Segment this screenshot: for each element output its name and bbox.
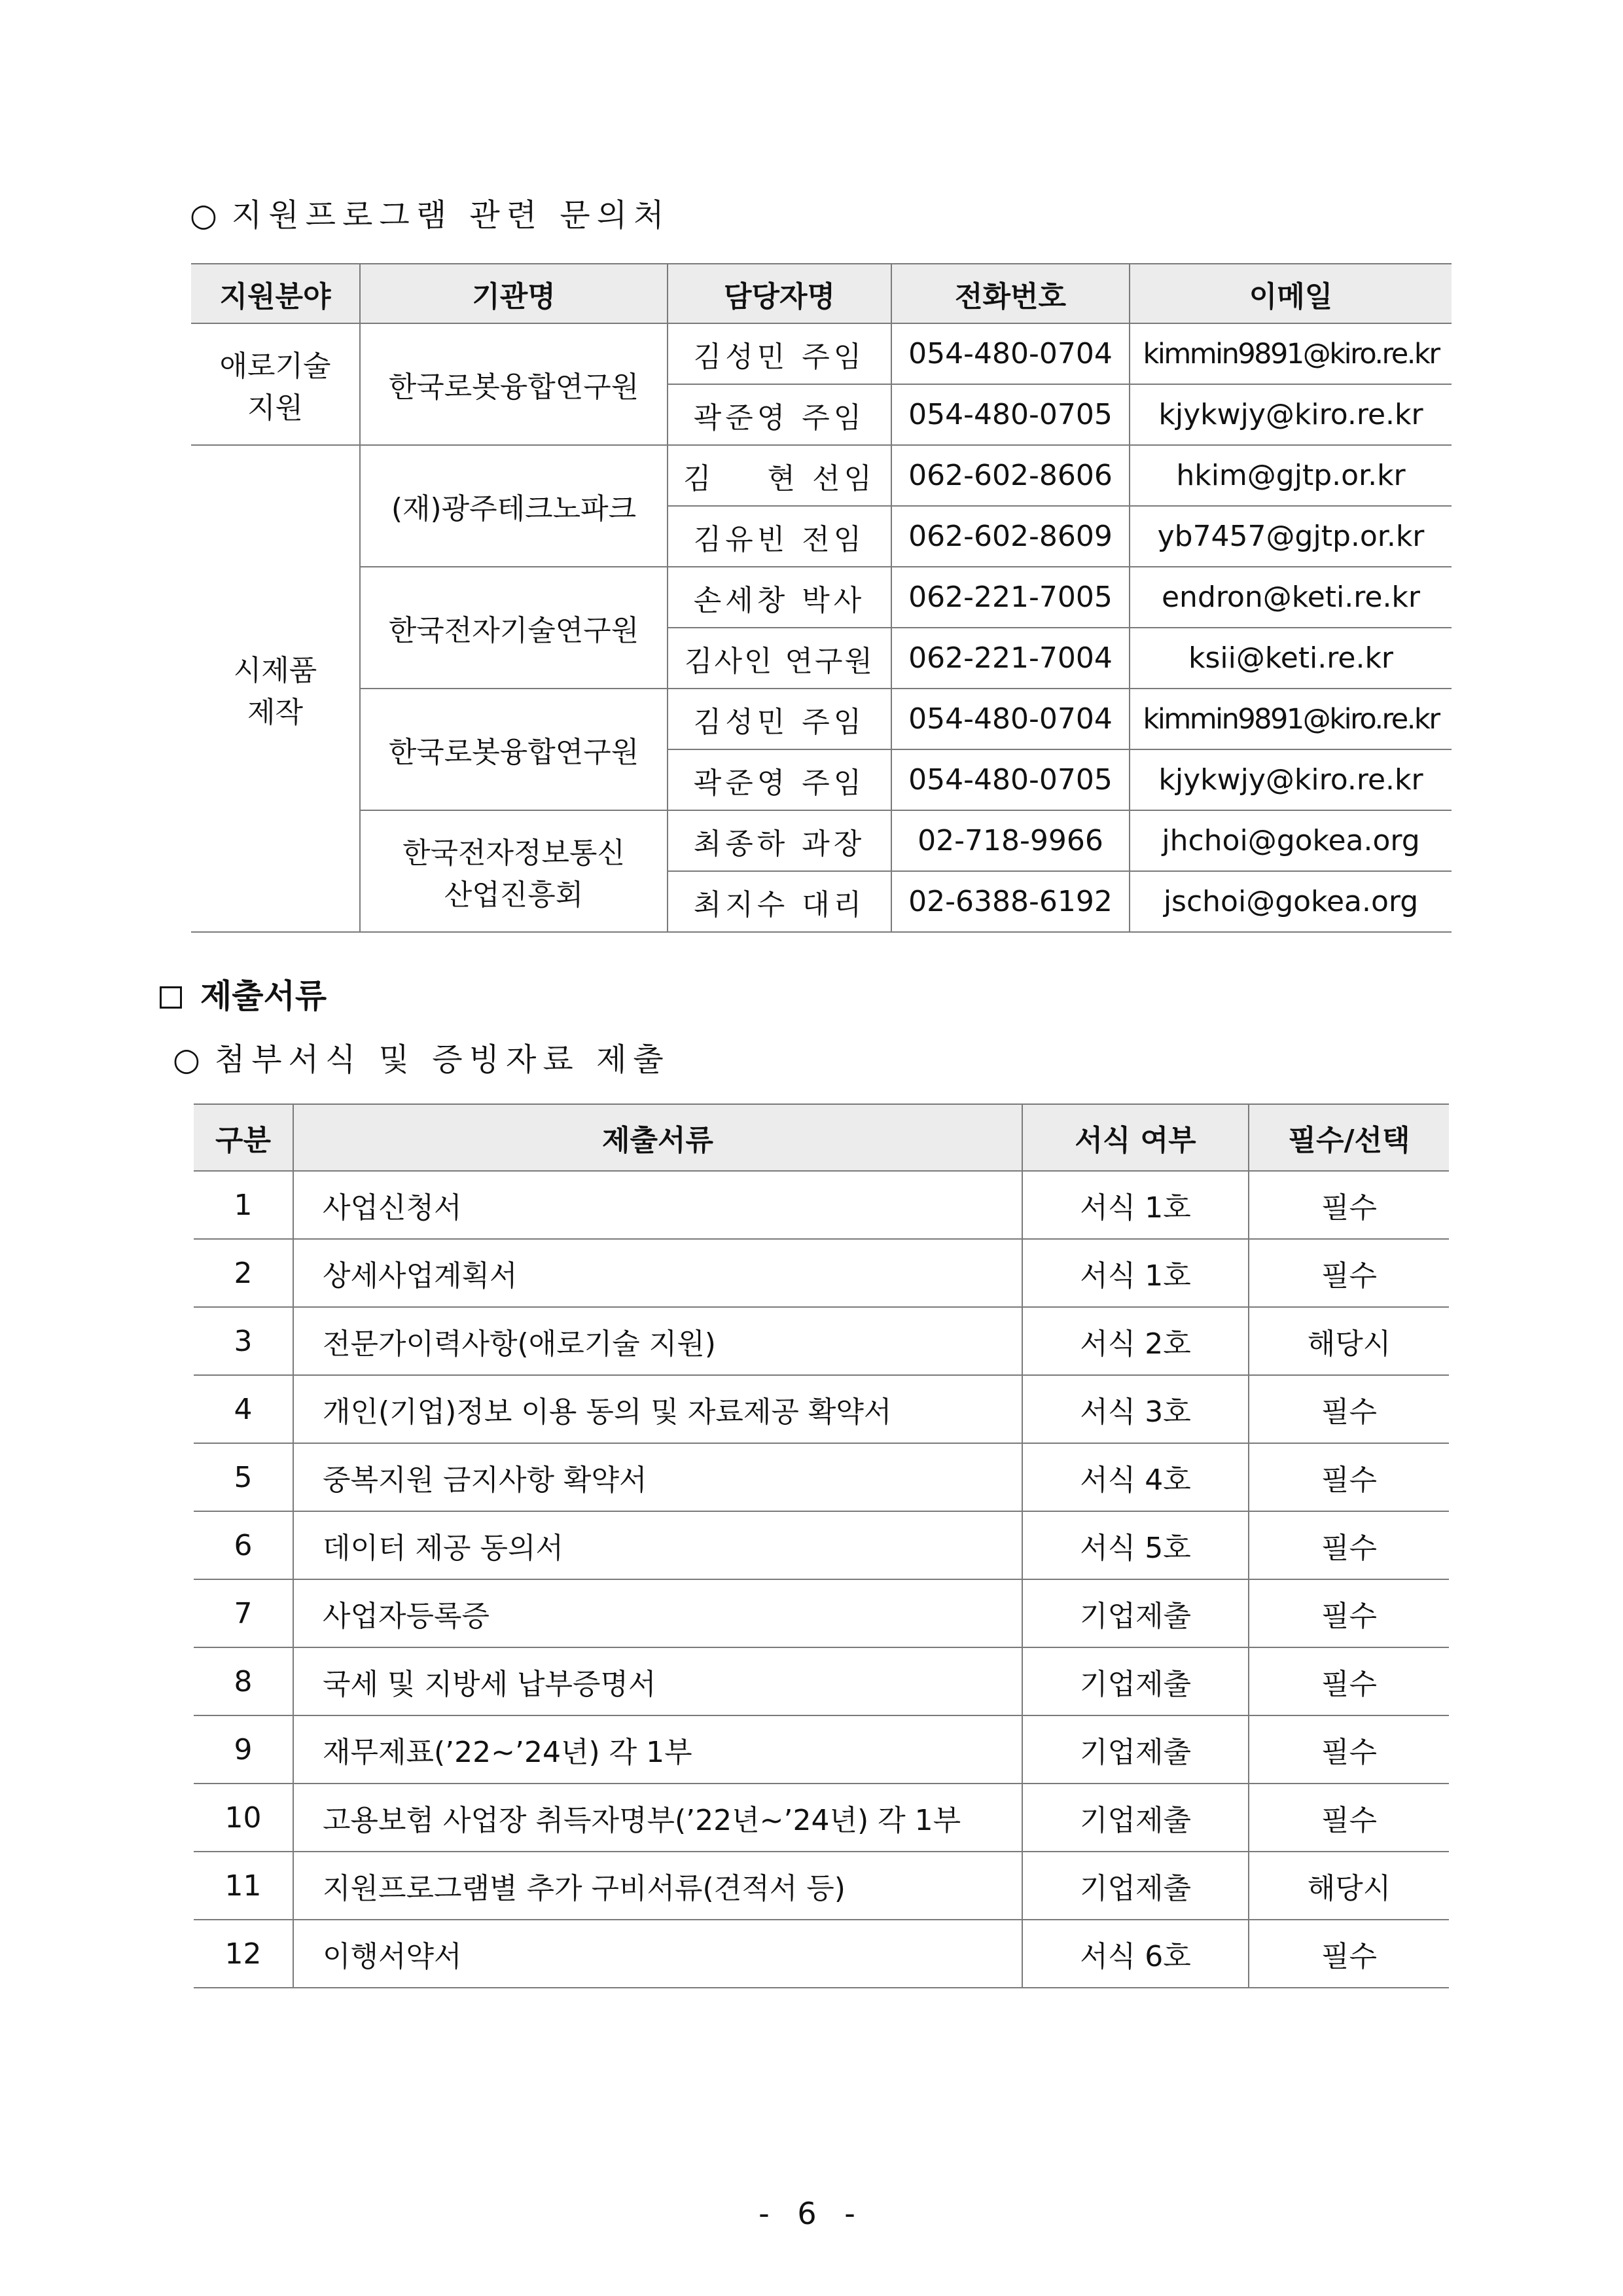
doc-required-cell: 필수	[1249, 1920, 1449, 1988]
org-cell: 한국로봇융합연구원	[360, 689, 668, 810]
doc-form-cell: 기업제출	[1022, 1579, 1249, 1647]
header-no: 구분	[194, 1104, 293, 1171]
circle-bullet-icon: ○	[190, 197, 217, 234]
table-row	[194, 1171, 1449, 1239]
doc-name-cell: 국세 및 지방세 납부증명서	[293, 1647, 1022, 1715]
doc-name-cell: 상세사업계획서	[293, 1239, 1022, 1307]
person-cell: 김성민 주임	[668, 689, 891, 749]
org-cell: (재)광주테크노파크	[360, 445, 668, 567]
phone-cell: 02-6388-6192	[891, 871, 1130, 932]
documents-section-title-text: 제출서류	[200, 977, 327, 1015]
table-row	[191, 567, 1452, 628]
doc-form-cell: 기업제출	[1022, 1647, 1249, 1715]
doc-required-cell: 해당시	[1249, 1307, 1449, 1375]
doc-form-cell: 서식 1호	[1022, 1239, 1249, 1307]
person-cell: 최지수 대리	[668, 871, 891, 932]
contact-table	[191, 263, 1452, 933]
doc-form-cell: 서식 3호	[1022, 1375, 1249, 1443]
email-cell: hkim@gjtp.or.kr	[1130, 445, 1452, 506]
header-form: 서식 여부	[1022, 1104, 1249, 1171]
doc-required-cell: 해당시	[1249, 1852, 1449, 1920]
doc-number-cell: 7	[194, 1579, 293, 1647]
doc-name-cell: 고용보험 사업장 취득자명부(’22년~’24년) 각 1부	[293, 1784, 1022, 1852]
doc-number-cell: 11	[194, 1852, 293, 1920]
table-row	[194, 1375, 1449, 1443]
doc-required-cell: 필수	[1249, 1511, 1449, 1579]
doc-form-cell: 서식 5호	[1022, 1511, 1249, 1579]
doc-number-cell: 2	[194, 1239, 293, 1307]
phone-cell: 062-602-8606	[891, 445, 1130, 506]
table-row	[194, 1579, 1449, 1647]
doc-required-cell: 필수	[1249, 1375, 1449, 1443]
person-cell: 김사인 연구원	[668, 628, 891, 689]
contact-heading-text: 지원프로그램 관련 문의처	[231, 197, 671, 234]
doc-required-cell: 필수	[1249, 1171, 1449, 1239]
doc-number-cell: 12	[194, 1920, 293, 1988]
field-cell: 애로기술 지원	[191, 323, 360, 445]
org-cell: 한국전자기술연구원	[360, 567, 668, 689]
doc-name-cell: 사업자등록증	[293, 1579, 1022, 1647]
phone-cell: 02-718-9966	[891, 810, 1130, 871]
person-cell: 김 현 선임	[668, 445, 891, 506]
table-row	[194, 1511, 1449, 1579]
table-row	[194, 1307, 1449, 1375]
person-cell: 곽준영 주임	[668, 749, 891, 810]
table-row	[194, 1715, 1449, 1784]
doc-name-cell: 개인(기업)정보 이용 동의 및 자료제공 확약서	[293, 1375, 1022, 1443]
header-person: 담당자명	[668, 264, 891, 323]
doc-required-cell: 필수	[1249, 1715, 1449, 1784]
email-cell: kjykwjy@kiro.re.kr	[1130, 384, 1452, 445]
doc-number-cell: 4	[194, 1375, 293, 1443]
field-cell: 시제품 제작	[191, 445, 360, 932]
table-row	[194, 1443, 1449, 1511]
email-cell: ksii@keti.re.kr	[1130, 628, 1452, 689]
phone-cell: 062-221-7005	[891, 567, 1130, 628]
doc-required-cell: 필수	[1249, 1239, 1449, 1307]
email-cell: jhchoi@gokea.org	[1130, 810, 1452, 871]
email-cell: kimmin9891@kiro.re.kr	[1130, 689, 1452, 749]
documents-section-title	[160, 970, 327, 1017]
doc-name-cell: 사업신청서	[293, 1171, 1022, 1239]
phone-cell: 054-480-0704	[891, 689, 1130, 749]
table-row	[191, 689, 1452, 749]
phone-cell: 054-480-0704	[891, 323, 1130, 384]
doc-number-cell: 6	[194, 1511, 293, 1579]
doc-number-cell: 3	[194, 1307, 293, 1375]
contact-table-header-row	[191, 264, 1452, 323]
email-cell: jschoi@gokea.org	[1130, 871, 1452, 932]
phone-cell: 062-221-7004	[891, 628, 1130, 689]
doc-required-cell: 필수	[1249, 1784, 1449, 1852]
person-cell: 김유빈 전임	[668, 506, 891, 567]
doc-number-cell: 1	[194, 1171, 293, 1239]
page-number: - 6 -	[758, 2196, 865, 2231]
header-field: 지원분야	[191, 264, 360, 323]
doc-name-cell: 이행서약서	[293, 1920, 1022, 1988]
header-org: 기관명	[360, 264, 668, 323]
doc-form-cell: 서식 1호	[1022, 1171, 1249, 1239]
doc-required-cell: 필수	[1249, 1647, 1449, 1715]
person-cell: 손세창 박사	[668, 567, 891, 628]
doc-form-cell: 서식 4호	[1022, 1443, 1249, 1511]
table-row	[194, 1920, 1449, 1988]
doc-number-cell: 10	[194, 1784, 293, 1852]
header-doc: 제출서류	[293, 1104, 1022, 1171]
doc-form-cell: 기업제출	[1022, 1784, 1249, 1852]
doc-form-cell: 기업제출	[1022, 1715, 1249, 1784]
org-cell: 한국로봇융합연구원	[360, 323, 668, 445]
doc-required-cell: 필수	[1249, 1579, 1449, 1647]
contact-heading	[190, 190, 670, 235]
header-phone: 전화번호	[891, 264, 1130, 323]
documents-table-body	[194, 1171, 1449, 1988]
table-row	[191, 323, 1452, 384]
header-required: 필수/선택	[1249, 1104, 1449, 1171]
email-cell: yb7457@gjtp.or.kr	[1130, 506, 1452, 567]
phone-cell: 062-602-8609	[891, 506, 1130, 567]
table-row	[194, 1647, 1449, 1715]
person-cell: 곽준영 주임	[668, 384, 891, 445]
table-row	[194, 1852, 1449, 1920]
doc-number-cell: 5	[194, 1443, 293, 1511]
doc-form-cell: 서식 6호	[1022, 1920, 1249, 1988]
email-cell: kimmin9891@kiro.re.kr	[1130, 323, 1452, 384]
doc-number-cell: 8	[194, 1647, 293, 1715]
phone-cell: 054-480-0705	[891, 749, 1130, 810]
person-cell: 김성민 주임	[668, 323, 891, 384]
org-cell: 한국전자정보통신 산업진흥회	[360, 810, 668, 932]
doc-name-cell: 데이터 제공 동의서	[293, 1511, 1022, 1579]
table-row	[191, 445, 1452, 506]
table-row	[191, 810, 1452, 871]
doc-form-cell: 서식 2호	[1022, 1307, 1249, 1375]
doc-required-cell: 필수	[1249, 1443, 1449, 1511]
email-cell: endron@keti.re.kr	[1130, 567, 1452, 628]
doc-name-cell: 중복지원 금지사항 확약서	[293, 1443, 1022, 1511]
documents-subheading-text: 첨부서식 및 증빙자료 제출	[214, 1041, 670, 1078]
doc-name-cell: 재무제표(’22~’24년) 각 1부	[293, 1715, 1022, 1784]
doc-form-cell: 기업제출	[1022, 1852, 1249, 1920]
square-bullet-icon	[160, 986, 182, 1009]
circle-bullet-icon: ○	[173, 1041, 200, 1078]
doc-number-cell: 9	[194, 1715, 293, 1784]
doc-name-cell: 지원프로그램별 추가 구비서류(견적서 등)	[293, 1852, 1022, 1920]
documents-table	[194, 1103, 1449, 1988]
documents-table-header-row	[194, 1104, 1449, 1171]
table-row	[194, 1784, 1449, 1852]
email-cell: kjykwjy@kiro.re.kr	[1130, 749, 1452, 810]
doc-name-cell: 전문가이력사항(애로기술 지원)	[293, 1307, 1022, 1375]
documents-subheading	[173, 1034, 670, 1079]
phone-cell: 054-480-0705	[891, 384, 1130, 445]
header-email: 이메일	[1130, 264, 1452, 323]
table-row	[194, 1239, 1449, 1307]
person-cell: 최종하 과장	[668, 810, 891, 871]
